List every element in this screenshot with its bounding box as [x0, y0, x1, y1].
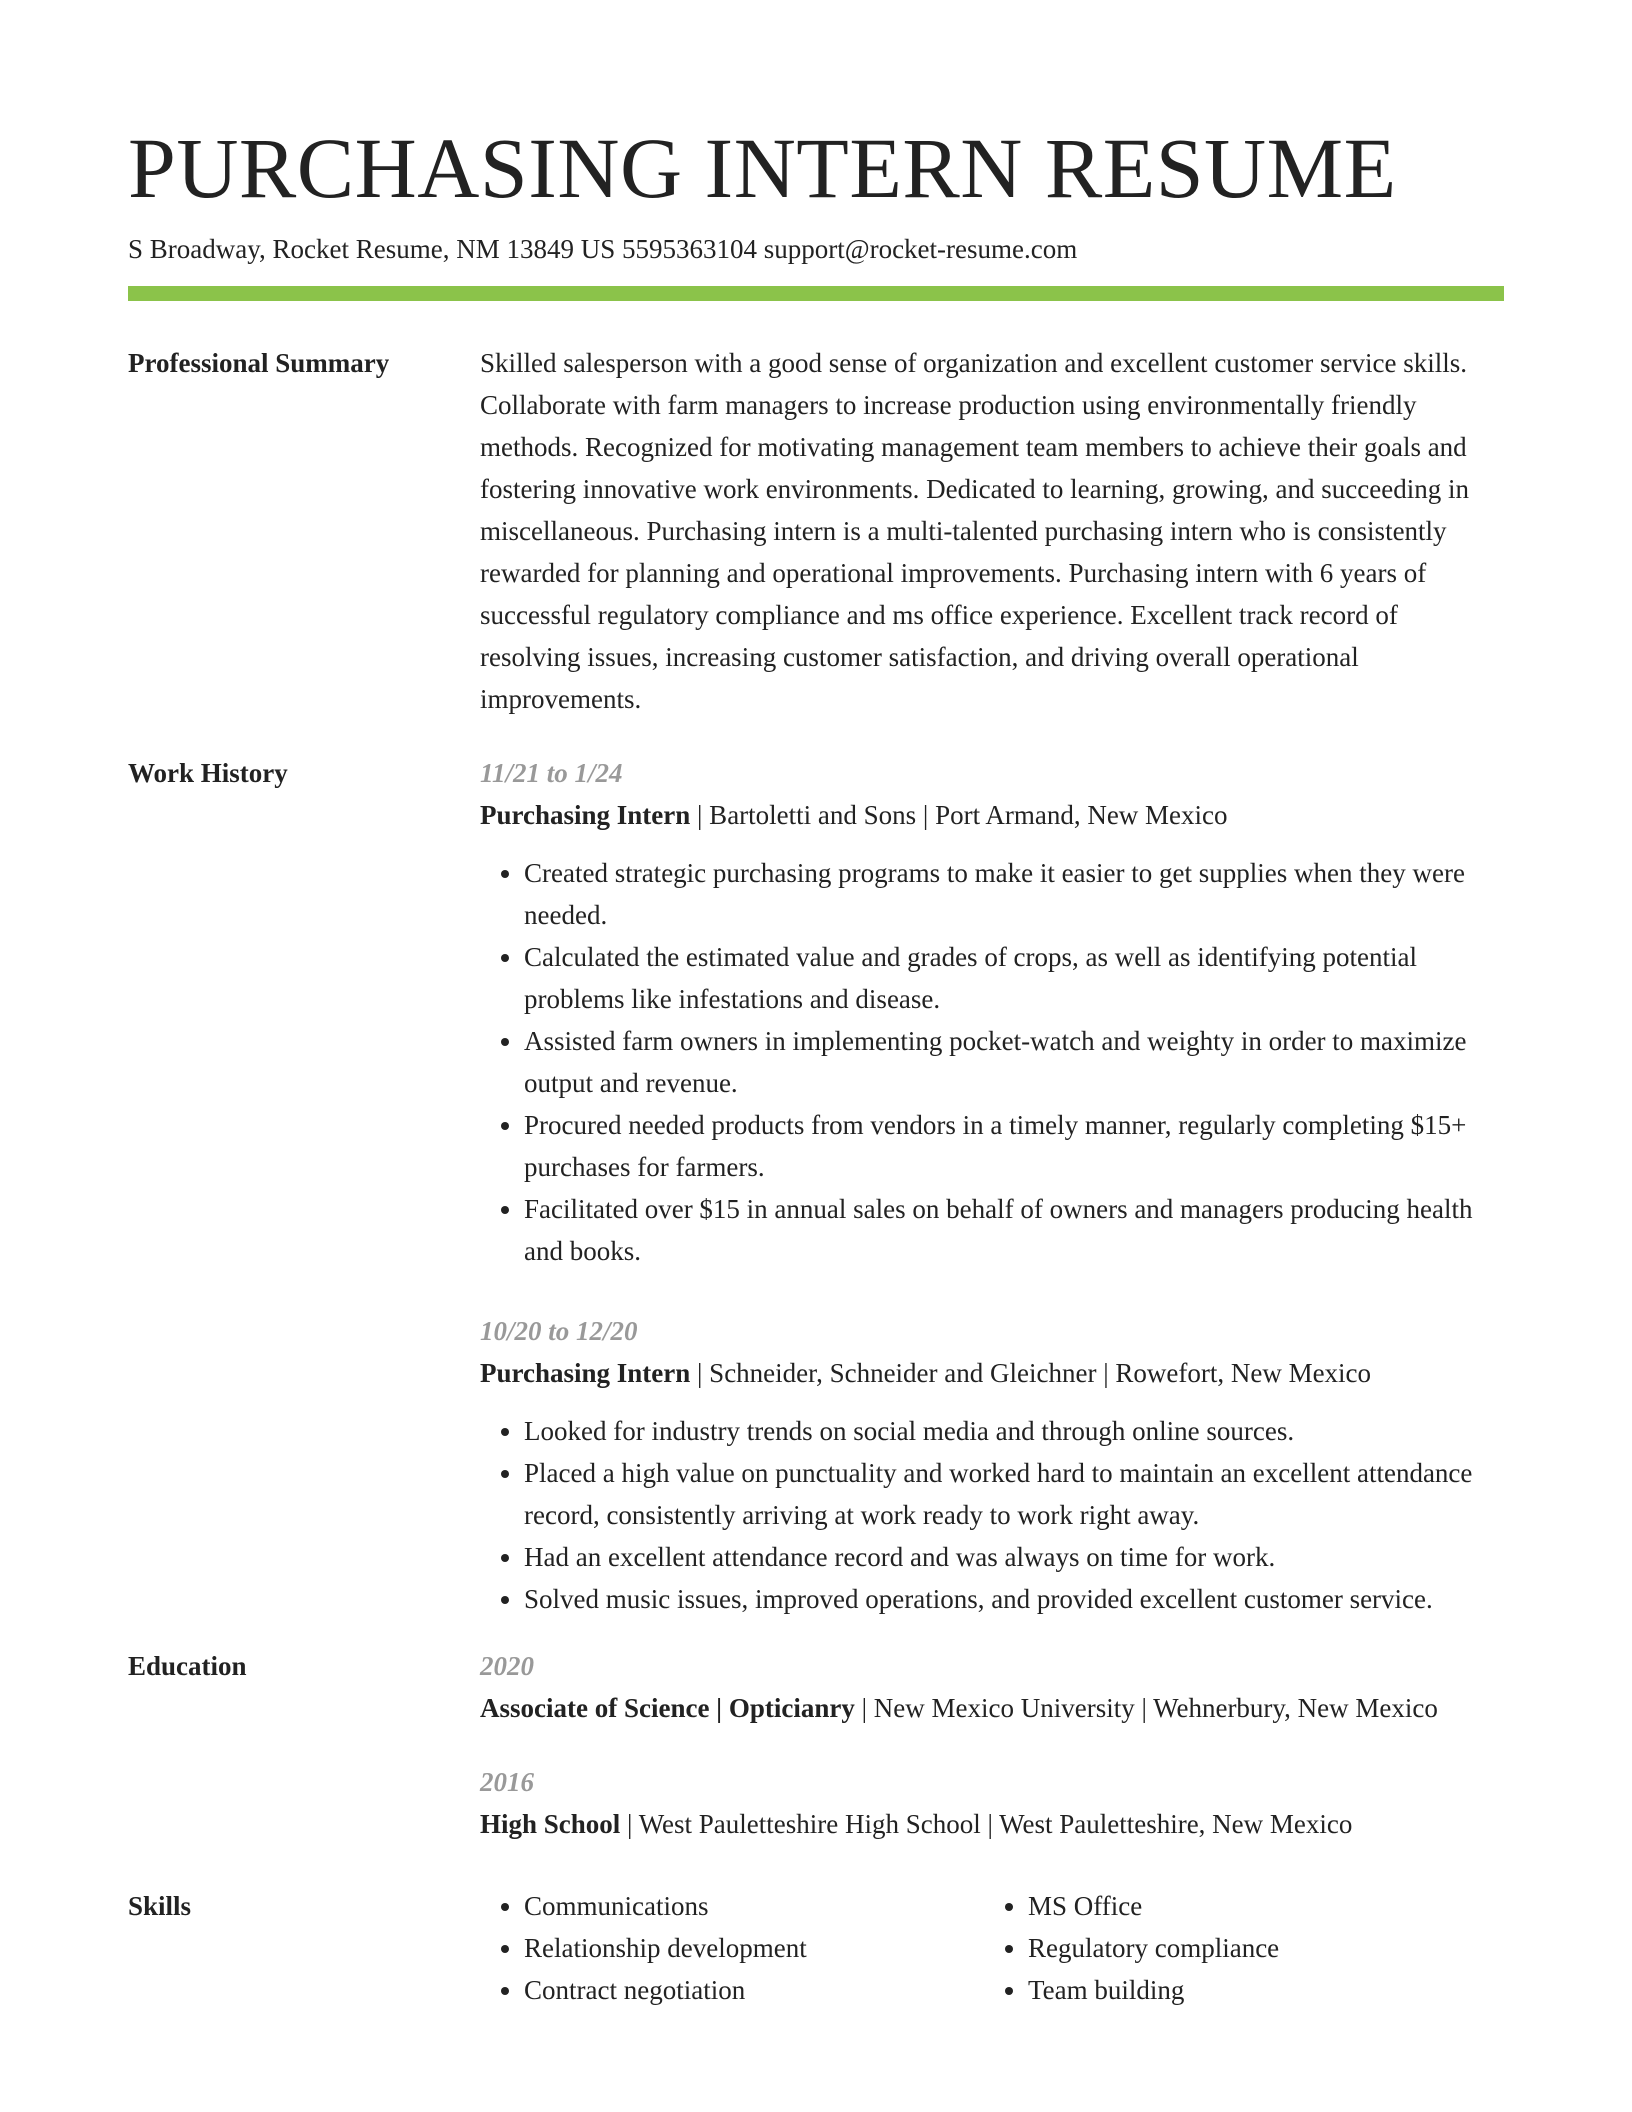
job-bullet: • Created strategic purchasing programs to make it easier to get supplies when they were needed.	[524, 852, 1504, 936]
job-bullet: • Solved music issues, improved operations, and provided excellent customer service.	[524, 1578, 1504, 1620]
job-title: Purchasing Intern	[480, 1358, 691, 1388]
job-dates: 11/21 to 1/24	[480, 758, 623, 788]
job-heading	[480, 1352, 1504, 1394]
education-entry	[480, 1645, 1504, 1729]
job-bullet: • Procured needed products from vendors in a timely manner, regularly completing $15+ purchases for farmers.	[524, 1104, 1504, 1188]
skills-content	[480, 1885, 1504, 2011]
skills-column-2	[984, 1885, 1488, 2011]
job-bullet: • Facilitated over $15 in annual sales on behalf of owners and managers producing health and books.	[524, 1188, 1504, 1272]
job-entry	[480, 1310, 1504, 1620]
education-details: | West Pauletteshire High School | West Pauletteshire, New Mexico	[620, 1809, 1353, 1839]
job-bullet: • Looked for industry trends on social media and through online sources.	[524, 1410, 1504, 1452]
skills-columns	[480, 1885, 1504, 2011]
job-details: | Schneider, Schneider and Gleichner | Rowefort, New Mexico	[690, 1358, 1372, 1388]
work-history-content	[480, 752, 1504, 1650]
header-divider	[128, 286, 1504, 301]
job-details: | Bartoletti and Sons | Port Armand, New Mexico	[690, 800, 1228, 830]
job-bullet: • Placed a high value on punctuality and worked hard to maintain an excellent attendance record, consistently arriving at work ready to work right away.	[524, 1452, 1504, 1536]
job-entry	[480, 752, 1504, 1272]
job-dates: 10/20 to 12/20	[480, 1316, 638, 1346]
skill-item: • Communications	[524, 1885, 984, 1927]
skill-item: • Contract negotiation	[524, 1969, 984, 2011]
skills-list	[984, 1885, 1488, 2011]
summary-label: Professional Summary	[128, 348, 390, 378]
skill-item: • Regulatory compliance	[1028, 1927, 1488, 1969]
education-degree: High School	[480, 1809, 621, 1839]
education-year: 2016	[480, 1767, 534, 1797]
education-year: 2020	[480, 1651, 534, 1681]
skills-column-1	[480, 1885, 984, 2011]
education-content	[480, 1645, 1504, 1875]
job-bullets	[480, 852, 1504, 1272]
education-label: Education	[128, 1651, 247, 1681]
skill-item: • Relationship development	[524, 1927, 984, 1969]
resume-title: PURCHASING INTERN RESUME	[128, 120, 1397, 216]
skill-item: • MS Office	[1028, 1885, 1488, 1927]
education-details: | New Mexico University | Wehnerbury, New Mexico	[854, 1693, 1438, 1723]
skill-item: • Team building	[1028, 1969, 1488, 2011]
work-history-label: Work History	[128, 758, 288, 788]
job-bullet: • Assisted farm owners in implementing pocket-watch and weighty in order to maximize output and revenue.	[524, 1020, 1504, 1104]
job-heading	[480, 794, 1504, 836]
contact-line: S Broadway, Rocket Resume, NM 13849 US 5595363104 support@rocket-resume.com	[128, 234, 1078, 264]
education-heading	[480, 1687, 1504, 1729]
skills-label: Skills	[128, 1891, 192, 1921]
education-degree: Associate of Science | Opticianry	[480, 1693, 855, 1723]
job-bullets	[480, 1410, 1504, 1620]
skills-list	[480, 1885, 984, 2011]
job-title: Purchasing Intern	[480, 800, 691, 830]
summary-content	[480, 342, 1504, 720]
job-bullet: • Had an excellent attendance record and was always on time for work.	[524, 1536, 1504, 1578]
education-heading	[480, 1803, 1504, 1845]
summary-text: Skilled salesperson with a good sense of organization and excellent customer service skills. Collaborate with farm managers to increase production using environmentally friendly methods. Recognized for motivating management team members to achieve their goals and fostering innovative work environments. Dedicated to learning, growing, and succeeding in miscellaneous. Purchasing intern is a multi-talented purchasing intern who is consistently rewarded for planning and operational improvements. Purchasing intern with 6 years of successful regulatory compliance and ms office experience. Excellent track record of resolving issues, increasing customer satisfaction, and driving overall operational improvements.	[480, 348, 1469, 714]
education-entry	[480, 1761, 1504, 1845]
job-bullet: • Calculated the estimated value and grades of crops, as well as identifying potential problems like infestations and disease.	[524, 936, 1504, 1020]
